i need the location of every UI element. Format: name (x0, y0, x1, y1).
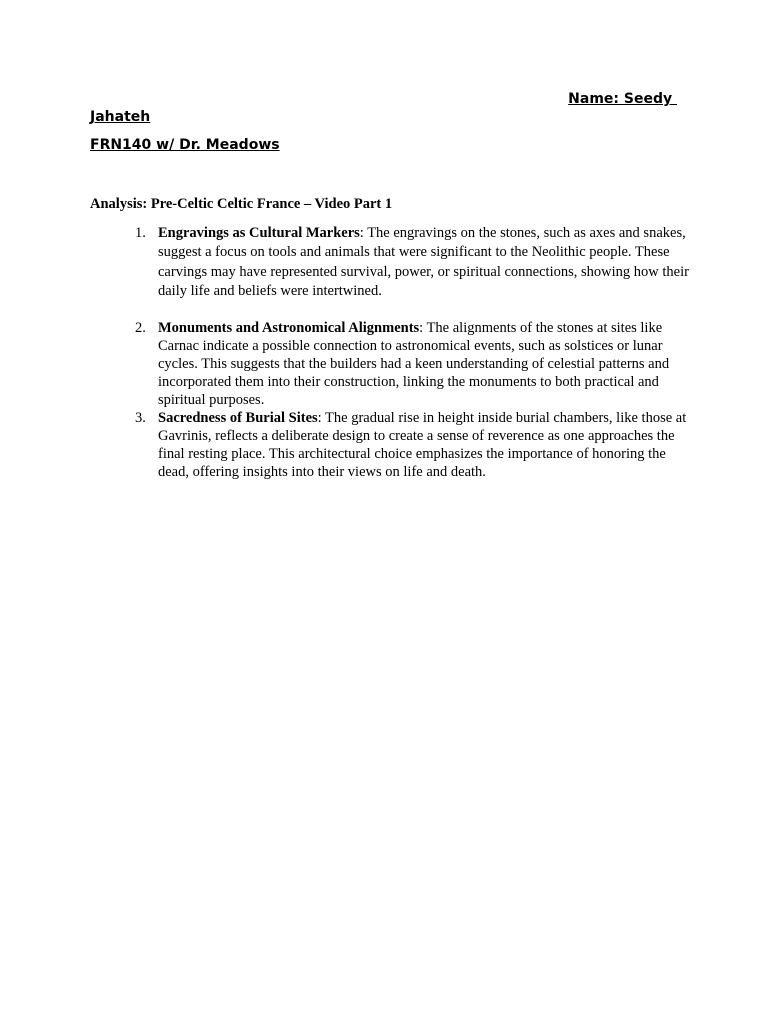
list-item-heading: Sacredness of Burial Sites (158, 410, 318, 427)
list-item-heading: Engravings as Cultural Markers (158, 225, 360, 241)
list-item-text: : The alignments of the stones at sites like Carnac indicate a possible connection to astronomical events, such as solstices or lunar cycles. This suggests that the builders had a keen understanding of celestial patterns and incorporated them into their construction, linking the monuments to both practical and spiritual purposes. (158, 320, 670, 409)
student-name-continued: Jahateh (90, 109, 151, 125)
course-line: FRN140 w/ Dr. Meadows (90, 137, 280, 153)
list-item-text: : The engravings on the stones, such as axes and snakes, suggest a focus on tools and animals that were significant to the Neolithic people. These carvings may have represented survival, power, or spiritual connections, showing how their daily life and beliefs were intertwined. (158, 225, 689, 299)
spacer (90, 301, 690, 319)
list-item-number: 2. (135, 320, 146, 337)
list-item (90, 319, 690, 409)
list-item-heading: Monuments and Astronomical Alignments (158, 320, 420, 337)
list-item-number: 3. (135, 410, 146, 427)
list-item-body (158, 319, 690, 409)
list-item-body (158, 409, 690, 481)
list-item-text: : The gradual rise in height inside burial chambers, like those at Gavrinis, reflects a deliberate design to create a sense of reverence as one approaches the final resting place. This architectural choice emphasizes the importance of honoring the dead, offering insights into their views on life and death. (158, 410, 687, 481)
list-item (90, 224, 690, 301)
list-item-number: 1. (135, 225, 146, 241)
list-item-body (158, 224, 690, 301)
list-item (90, 409, 690, 481)
student-name-line: Name: Seedy (568, 91, 677, 107)
analysis-list (90, 224, 690, 481)
analysis-title: Analysis: Pre-Celtic Celtic France – Video Part 1 (90, 196, 393, 212)
